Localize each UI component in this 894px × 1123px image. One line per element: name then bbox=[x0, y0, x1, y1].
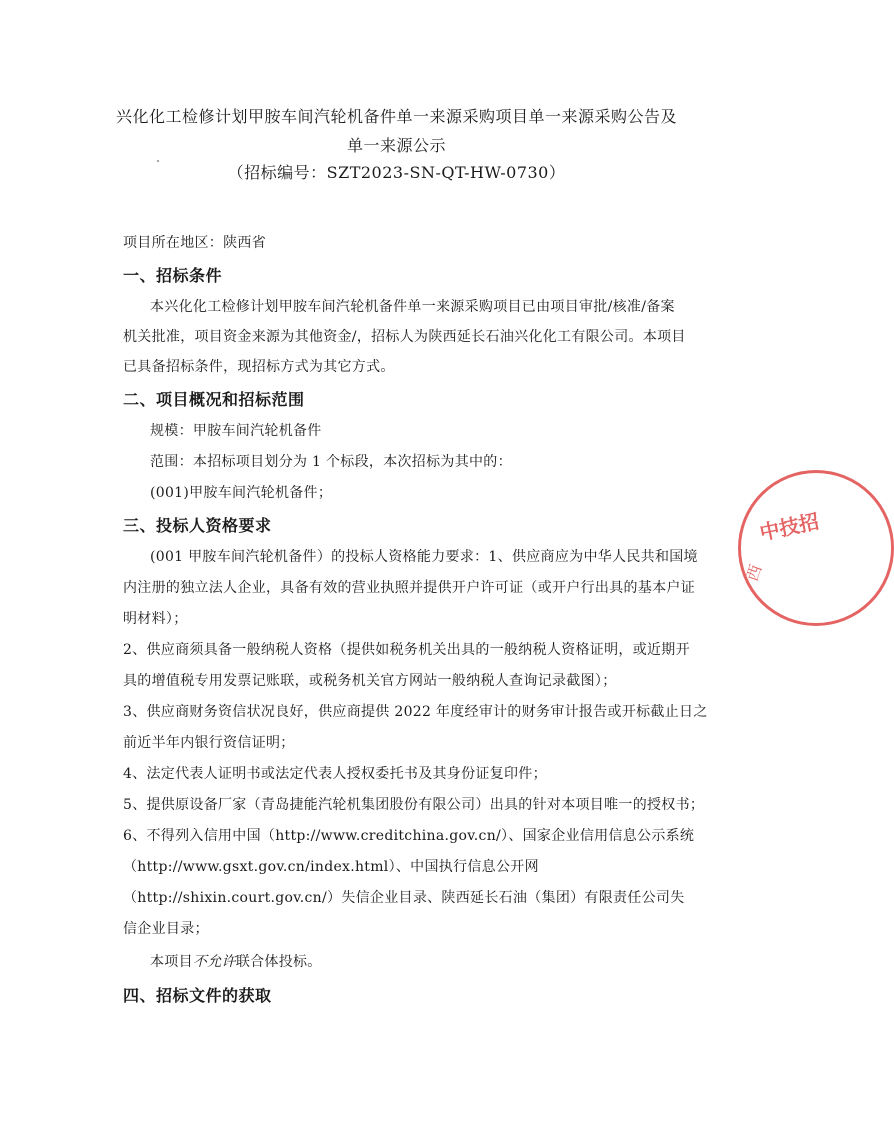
section-3-text-line: 3、供应商财务资信状况良好，供应商提供 2022 年度经审计的财务审计报告或开标截止日之 bbox=[123, 704, 708, 720]
section-3-text-line: (001 甲胺车间汽轮机备件）的投标人资格能力要求：1、供应商应为中华人民共和国境 bbox=[150, 549, 698, 565]
section-3-text-line: 2、供应商须具备一般纳税人资格（提供如税务机关出具的一般纳税人资格证明，或近期开 bbox=[123, 642, 690, 658]
section-3-text-line: 6、不得列入信用中国（http://www.creditchina.gov.cn/）、国家企业信用信息公示系统 bbox=[123, 828, 695, 844]
consortium-statement bbox=[150, 951, 322, 971]
section-3-text-line: （http://shixin.court.gov.cn/）失信企业目录、陕西延长石油（集团）有限责任公司失 bbox=[123, 890, 685, 906]
section-3-text-line: 前近半年内银行资信证明； bbox=[123, 735, 295, 751]
consortium-prefix: 本项目 bbox=[150, 954, 193, 970]
section-1-text-line: 已具备招标条件，现招标方式为其它方式。 bbox=[123, 359, 395, 375]
section-2-text-line: (001)甲胺车间汽轮机备件； bbox=[150, 485, 333, 501]
section-1-text-line: 本兴化化工检修计划甲胺车间汽轮机备件单一来源采购项目已由项目审批/核准/备案 bbox=[150, 299, 675, 315]
section-2-heading: 二、项目概况和招标范围 bbox=[123, 390, 305, 409]
section-3-heading: 三、投标人资格要求 bbox=[123, 516, 272, 535]
stamp-text: 中技招 bbox=[757, 508, 822, 545]
section-3-text-line: 4、法定代表人证明书或法定代表人授权委托书及其身份证复印件； bbox=[123, 766, 547, 782]
section-1-text-line: 机关批准，项目资金来源为其他资金/，招标人为陕西延长石油兴化化工有限公司。本项目 bbox=[123, 329, 686, 345]
section-3-text-line: 内注册的独立法人企业，具备有效的营业执照并提供开户许可证（或开户行出具的基本户证 bbox=[123, 580, 695, 596]
section-4-heading: 四、招标文件的获取 bbox=[123, 986, 272, 1005]
project-region: 项目所在地区：陕西省 bbox=[123, 235, 266, 251]
section-3-text-line: 信企业目录； bbox=[123, 921, 209, 937]
section-1-heading: 一、招标条件 bbox=[123, 266, 223, 285]
consortium-emphasis: 不允许 bbox=[192, 954, 236, 970]
stamp-text-secondary: 西 bbox=[742, 562, 766, 584]
consortium-suffix: 联合体投标。 bbox=[235, 954, 322, 970]
section-3-text-line: 5、提供原设备厂家（青岛捷能汽轮机集团股份有限公司）出具的针对本项目唯一的授权书； bbox=[123, 797, 705, 813]
section-2-text-line: 规模：甲胺车间汽轮机备件 bbox=[150, 423, 322, 439]
title-line-2: 单一来源公示 bbox=[346, 136, 446, 155]
section-3-text-line: 明材料）； bbox=[123, 611, 188, 627]
title-line-1: 兴化化工检修计划甲胺车间汽轮机备件单一来源采购项目单一来源采购公告及 bbox=[115, 107, 677, 126]
section-3-text-line: （http://www.gsxt.gov.cn/index.html）、中国执行信息公开网 bbox=[123, 859, 539, 875]
section-3-text-line: 具的增值税专用发票记账联，或税务机关官方网站一般纳税人查询记录截图）； bbox=[123, 673, 617, 689]
tender-number: （招标编号：SZT2023-SN-QT-HW-0730） bbox=[227, 163, 566, 182]
section-2-text-line: 范围：本招标项目划分为 1 个标段，本次招标为其中的： bbox=[150, 454, 512, 470]
official-seal-stamp bbox=[738, 470, 894, 626]
